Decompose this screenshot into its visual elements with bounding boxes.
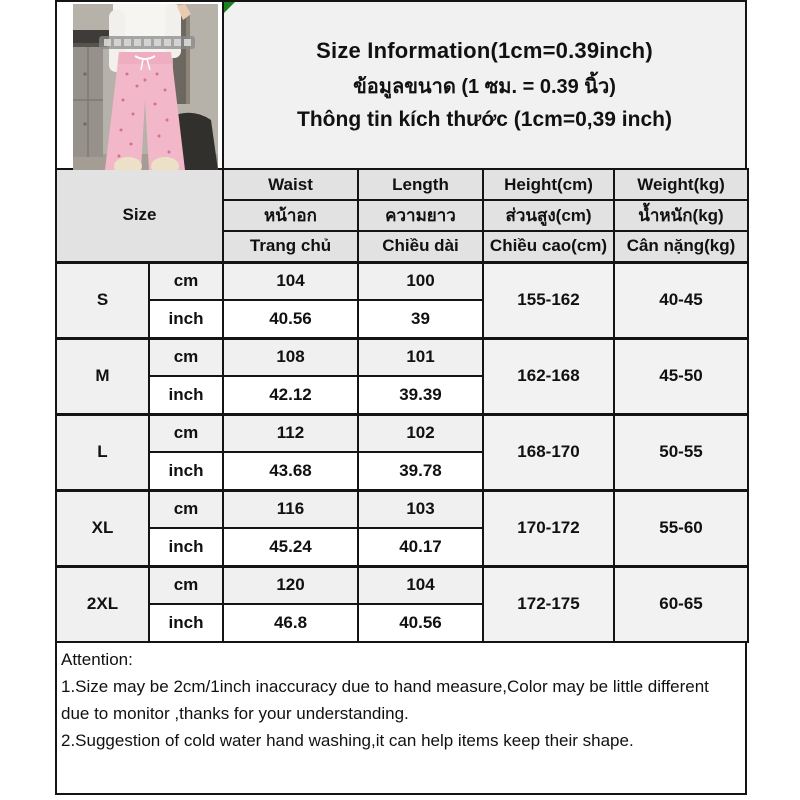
length-cm-value: 101 — [358, 338, 483, 376]
height-range: 168-170 — [483, 414, 614, 490]
length-inch-value: 39.78 — [358, 452, 483, 490]
size-header-cell: Size — [56, 169, 223, 262]
height-range: 170-172 — [483, 490, 614, 566]
attention-notes — [55, 641, 747, 795]
size-label-m: M — [56, 338, 149, 414]
size-label-l: L — [56, 414, 149, 490]
col-header-waist-th: หน้าอก — [223, 200, 358, 231]
attention-line-2: 2.Suggestion of cold water hand washing,it can help items keep their shape. — [61, 731, 634, 750]
table-row — [56, 566, 748, 604]
attention-line-1: 1.Size may be 2cm/1inch inaccuracy due to hand measure,Color may be little different due to monitor ,thanks for your understanding. — [61, 677, 709, 723]
waist-inch-value: 45.24 — [223, 528, 358, 566]
length-cm-value: 102 — [358, 414, 483, 452]
size-label-xl: XL — [56, 490, 149, 566]
waist-cm-value: 112 — [223, 414, 358, 452]
weight-range: 40-45 — [614, 262, 748, 338]
unit-inch: inch — [149, 376, 223, 414]
table-row — [56, 490, 748, 528]
unit-inch: inch — [149, 300, 223, 338]
green-corner-marker-icon — [224, 2, 235, 13]
height-range: 172-175 — [483, 566, 614, 642]
unit-inch: inch — [149, 604, 223, 642]
top-block — [55, 0, 747, 170]
length-inch-value: 39 — [358, 300, 483, 338]
length-cm-value: 103 — [358, 490, 483, 528]
waist-inch-value: 46.8 — [223, 604, 358, 642]
length-cm-value: 100 — [358, 262, 483, 300]
col-header-length-vi: Chiều dài — [358, 231, 483, 262]
header-row-english — [56, 169, 748, 200]
length-inch-value: 39.39 — [358, 376, 483, 414]
col-header-length-th: ความยาว — [358, 200, 483, 231]
waist-inch-value: 42.12 — [223, 376, 358, 414]
col-header-height-vi: Chiều cao(cm) — [483, 231, 614, 262]
unit-cm: cm — [149, 566, 223, 604]
size-table — [55, 168, 749, 643]
waist-inch-value: 40.56 — [223, 300, 358, 338]
col-header-weight-vi: Cân nặng(kg) — [614, 231, 748, 262]
col-header-weight-en: Weight(kg) — [614, 169, 748, 200]
unit-cm: cm — [149, 338, 223, 376]
size-label-2xl: 2XL — [56, 566, 149, 642]
table-row — [56, 262, 748, 300]
col-header-waist-en: Waist — [223, 169, 358, 200]
title-english: Size Information(1cm=0.39inch) — [316, 38, 653, 63]
length-cm-value: 104 — [358, 566, 483, 604]
product-photo-illustration — [73, 4, 218, 170]
waist-cm-value: 116 — [223, 490, 358, 528]
weight-range: 55-60 — [614, 490, 748, 566]
weight-range: 50-55 — [614, 414, 748, 490]
weight-range: 60-65 — [614, 566, 748, 642]
length-inch-value: 40.17 — [358, 528, 483, 566]
title-vietnamese: Thông tin kích thước (1cm=0,39 inch) — [297, 108, 672, 131]
col-header-length-en: Length — [358, 169, 483, 200]
height-range: 155-162 — [483, 262, 614, 338]
unit-cm: cm — [149, 414, 223, 452]
waist-cm-value: 108 — [223, 338, 358, 376]
size-label-s: S — [56, 262, 149, 338]
unit-inch: inch — [149, 528, 223, 566]
title-block — [224, 2, 745, 168]
col-header-weight-th: น้ำหนัก(kg) — [614, 200, 748, 231]
product-photo — [57, 2, 224, 168]
col-header-waist-vi: Trang chủ — [223, 231, 358, 262]
size-chart-content — [55, 0, 747, 795]
title-thai: ข้อมูลขนาด (1 ซม. = 0.39 นิ้ว) — [353, 76, 616, 98]
table-row — [56, 338, 748, 376]
waist-cm-value: 120 — [223, 566, 358, 604]
unit-cm: cm — [149, 262, 223, 300]
waist-inch-value: 43.68 — [223, 452, 358, 490]
unit-inch: inch — [149, 452, 223, 490]
weight-range: 45-50 — [614, 338, 748, 414]
col-header-height-en: Height(cm) — [483, 169, 614, 200]
table-row — [56, 414, 748, 452]
attention-heading: Attention: — [61, 650, 133, 669]
unit-cm: cm — [149, 490, 223, 528]
height-range: 162-168 — [483, 338, 614, 414]
length-inch-value: 40.56 — [358, 604, 483, 642]
col-header-height-th: ส่วนสูง(cm) — [483, 200, 614, 231]
waist-cm-value: 104 — [223, 262, 358, 300]
